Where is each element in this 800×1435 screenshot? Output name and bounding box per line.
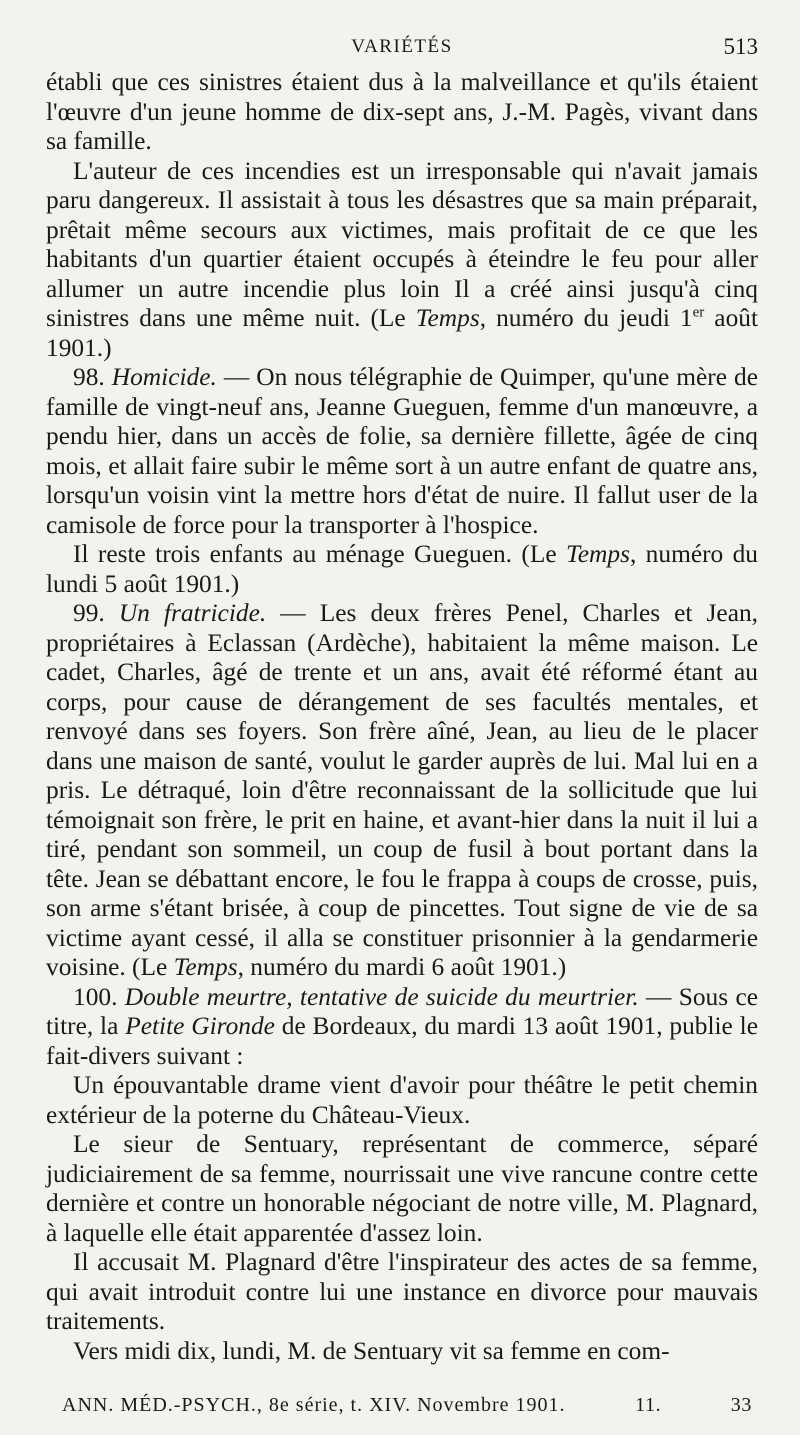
- paragraph-2-text: L'auteur de ces incendies est un irresponsable qui n'avait jamais paru dangereux. Il assistait à tous les désastres que sa main préparait, prêtait même secours aux victimes, mais profitait de ce que les habitants d'un quartier étaient occupés à éteindre le feu pour aller allumer un autre incendie plus loin Il a créé ainsi jusqu'à cinq sinistres dans une même nuit. (Le: [46, 156, 758, 332]
- entry-heading: Un fratricide.: [118, 599, 267, 627]
- entry-number: 100.: [73, 982, 118, 1011]
- journal-title: Temps: [173, 953, 238, 981]
- page-footer: [46, 1394, 758, 1417]
- entry-99: [46, 599, 758, 983]
- paragraph-8: Le sieur de Sentuary, représentant de commerce, séparé judiciairement de sa femme, nourrissait une vive rancune contre cette dernière et contre un honorable négociant de notre ville, M. Plagnard, à laquelle elle était apparentée d'assez loin.: [46, 1130, 758, 1247]
- paragraph-4: [46, 540, 758, 599]
- journal-title: Temps: [415, 304, 480, 332]
- paragraph-2-end: août 1901.): [46, 304, 759, 362]
- paragraph-10: Vers midi dix, lundi, M. de Sentuary vit sa femme en com-: [73, 1336, 670, 1365]
- paragraph-4-text: Il reste trois enfants au ménage Gueguen. (Le: [73, 540, 566, 568]
- entry-number: 99.: [73, 599, 105, 627]
- paragraph-2-date: , numéro du jeudi 1: [479, 304, 693, 332]
- entry-text: — On nous télégraphie de Quimper, qu'une mère de famille de vingt-neuf ans, Jeanne Gueguen, femme d'un manœuvre, a pendu hier, dans un accès de folie, sa dernière fillette, âgée de cinq mois, et allait faire subir le même sort à un autre enfant de quatre ans, lorsqu'un voisin vint la mettre hors d'état de nuire. Il fallut user de la camisole de force pour la transporter à l'hospice.: [46, 363, 758, 539]
- paragraph-9: Il accusait M. Plagnard d'être l'inspirateur des actes de sa femme, qui avait introduit contre lui une instance en divorce pour mauvais traitements.: [46, 1248, 758, 1335]
- paragraph-2: [46, 157, 758, 364]
- running-head: [46, 22, 758, 68]
- paragraph-7: Un épouvantable drame vient d'avoir pour théâtre le petit chemin extérieur de la poterne du Château-Vieux.: [46, 1071, 758, 1129]
- paragraph-1: établi que ces sinistres étaient dus à la malveillance et qu'ils étaient l'œuvre d'un jeune homme de dix-sept ans, J.-M. Pagès, vivant dans sa famille.: [46, 68, 758, 155]
- page-number: 513: [723, 34, 758, 59]
- newspaper-title: Petite Gironde: [125, 1012, 275, 1040]
- entry-98: [46, 363, 758, 540]
- journal-title: Temps: [565, 540, 630, 568]
- entry-heading: Double meurtre, tentative de suicide du meurtrier.: [124, 982, 639, 1011]
- entry-100: [46, 983, 758, 1072]
- journal-citation: ANN. MÉD.-PSYCH., 8e série, t. XIV. Novembre 1901.: [62, 1394, 566, 1416]
- entry-text: — Sous ce titre, la: [46, 982, 758, 1040]
- issue-number: 11.: [635, 1394, 662, 1416]
- paragraph-4-end: , numéro du lundi 5 août 1901.): [46, 540, 758, 598]
- entry-heading: Homicide.: [111, 363, 217, 391]
- entry-text-end: , numéro du mardi 6 août 1901.): [237, 953, 567, 981]
- page: [46, 22, 759, 1416]
- entry-text: — Les deux frères Penel, Charles et Jean, propriétaires à Eclassan (Ardèche), habitaient la même maison. Le cadet, Charles, âgé de trente et un ans, avait été réformé étant au corps, pour cause de dérangement de ses facultés mentales, et renvoyé dans ses foyers. Son frère aîné, Jean, au lieu de le placer dans une maison de santé, voulut le garder auprès de lui. Mal lui en a pris. Le détraqué, loin d'être reconnaissant de la sollicitude que lui témoignait son frère, le prit en haine, et avant-hier dans la nuit il lui a tiré, pendant son sommeil, un coup de fusil à bout portant dans la tête. Jean se débattant encore, le fou le frappa à coups de crosse, puis, son arme s'étant brisée, à coup de pincettes. Tout signe de vie de sa victime ayant cessé, il alla se constituer prisonnier à la gendarmerie voisine. (Le: [46, 599, 759, 981]
- signature-mark: 33: [730, 1394, 752, 1416]
- article-body: [46, 68, 758, 1366]
- entry-text-end: de Bordeaux, du mardi 13 août 1901, publie le fait-divers suivant :: [46, 1012, 758, 1070]
- ordinal-superscript: er: [692, 304, 705, 321]
- running-title: VARIÉTÉS: [351, 36, 453, 57]
- entry-number: 98.: [73, 363, 105, 391]
